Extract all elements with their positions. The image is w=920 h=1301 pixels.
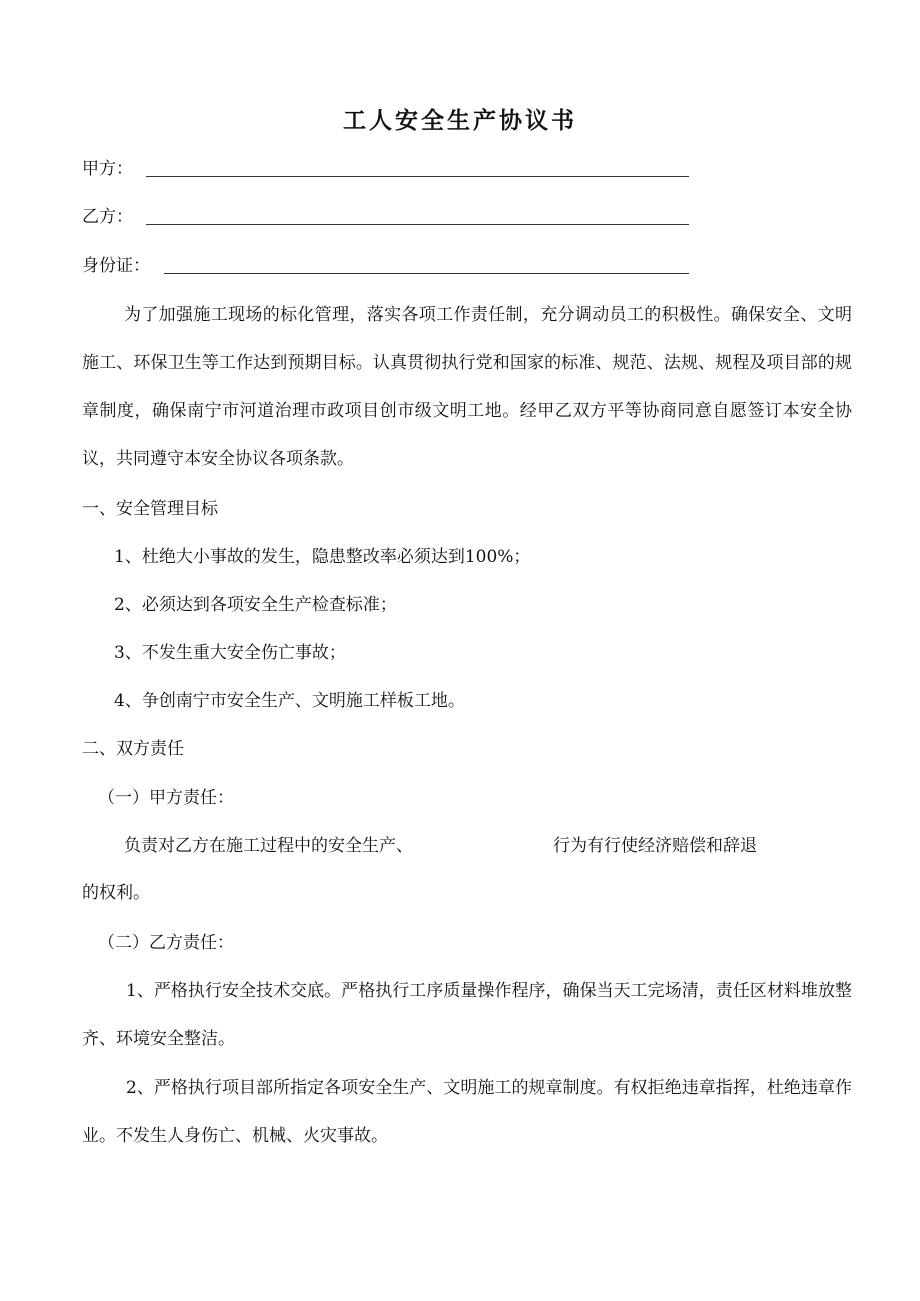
- party-a-label: 甲方：: [82, 159, 133, 179]
- id-card-field: [82, 251, 692, 281]
- party-a-responsibility-text-part1: 负责对乙方在施工过程中的安全生产、: [124, 836, 413, 856]
- goal-item: 1、杜绝大小事故的发生，隐患整改率必须达到100%；: [114, 547, 531, 567]
- id-card-label: 身份证：: [82, 256, 150, 276]
- party-a-blank-line[interactable]: [146, 176, 689, 177]
- party-a-responsibility-text-part2: 行为有行使经济赔偿和辞退: [553, 836, 757, 856]
- party-a-field: [82, 154, 692, 184]
- section-1-heading: 一、安全管理目标: [82, 499, 218, 519]
- party-b-blank-line[interactable]: [146, 224, 689, 225]
- party-a-responsibility-text-cont: 的权利。: [82, 883, 150, 903]
- goal-item: 4、争创南宁市安全生产、文明施工样板工地。: [114, 691, 465, 711]
- party-b-label: 乙方：: [82, 207, 133, 227]
- goal-item: 3、不发生重大安全伤亡事故；: [114, 643, 346, 663]
- party-a-responsibility-heading: （一）甲方责任：: [98, 788, 234, 808]
- id-card-blank-line[interactable]: [164, 273, 689, 274]
- goal-item: 2、必须达到各项安全生产检查标准；: [114, 595, 397, 615]
- party-b-responsibility-item: 2、严格执行项目部所指定各项安全生产、文明施工的规章制度。有权拒绝违章指挥，杜绝违章作业。不发生人身伤亡、机械、火灾事故。: [82, 1078, 852, 1146]
- intro-paragraph: 为了加强施工现场的标化管理，落实各项工作责任制，充分调动员工的积极性。确保安全、文明施工、环保卫生等工作达到预期目标。认真贯彻执行党和国家的标准、规范、法规、规程及项目部的规章制度，确保南宁市河道治理市政项目创市级文明工地。经甲乙双方平等协商同意自愿签订本安全协议，共同遵守本安全协议各项条款。: [82, 305, 852, 469]
- party-b-responsibility-item: 1、严格执行安全技术交底。严格执行工序质量操作程序，确保当天工完场清，责任区材料堆放整齐、环境安全整洁。: [82, 981, 852, 1049]
- party-b-responsibility-heading: （二）乙方责任：: [98, 933, 234, 953]
- party-b-field: [82, 202, 692, 232]
- document-title: 工人安全生产协议书: [343, 107, 577, 134]
- section-2-heading: 二、双方责任: [82, 739, 184, 759]
